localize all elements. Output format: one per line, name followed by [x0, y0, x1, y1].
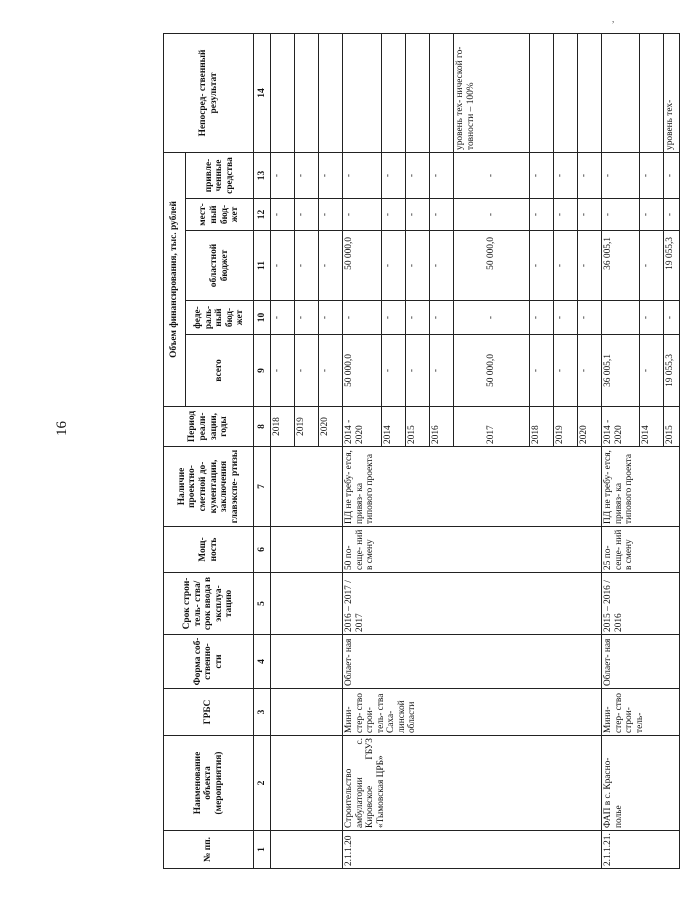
result-cell: [578, 33, 602, 152]
project-grbs: Мини- стер- ство строи- тель-: [602, 689, 680, 736]
cont-docs-cell: [271, 447, 343, 527]
local-cell: -: [454, 199, 530, 231]
regional-cell: -: [530, 231, 554, 301]
total-cell: -: [554, 335, 578, 407]
regional-cell: -: [295, 231, 319, 301]
local-cell: -: [295, 199, 319, 231]
period-cell: 2016: [430, 407, 454, 447]
total-cell: 36 005,1: [602, 335, 640, 407]
total-cell: -: [319, 335, 343, 407]
col-number: 6: [254, 527, 271, 573]
header-period: Период реали- зации, годы: [164, 407, 254, 447]
result-cell: уровень тех-: [664, 33, 680, 152]
period-cell: 2020: [319, 407, 343, 447]
extra-cell: -: [430, 152, 454, 198]
result-cell: [319, 33, 343, 152]
extra-cell: -: [664, 152, 680, 198]
period-cell: 2018: [271, 407, 295, 447]
extra-cell: -: [530, 152, 554, 198]
extra-cell: -: [454, 152, 530, 198]
col-number: 3: [254, 689, 271, 736]
total-cell: 19 055,3: [664, 335, 680, 407]
period-cell: 2020: [578, 407, 602, 447]
period-cell: 2014: [640, 407, 664, 447]
total-cell: -: [271, 335, 295, 407]
cont-name-cell: [271, 736, 343, 831]
period-cell: 2015: [406, 407, 430, 447]
header-total: всего: [186, 335, 254, 407]
col-number: 12: [254, 199, 271, 231]
project-docs: ПД не требу- ется, привяз- ка типового проекта: [343, 447, 602, 527]
header-capacity: Мощ- ность: [164, 527, 254, 573]
local-cell: -: [271, 199, 295, 231]
cont-term-cell: [271, 573, 343, 635]
cont-no-cell: [271, 831, 343, 869]
regional-cell: -: [578, 231, 602, 301]
regional-cell: -: [271, 231, 295, 301]
header-term: Срок строи- тель- ства/срок ввода в эксплуа- тацию: [164, 573, 254, 635]
federal-cell: -: [578, 301, 602, 335]
financing-table: [163, 33, 680, 869]
col-number: 1: [254, 831, 271, 869]
extra-cell: -: [640, 152, 664, 198]
project-name: Строительство амбулатории с. Кировское ГБУЗ «Тымовская ЦРБ»: [343, 736, 602, 831]
period-cell: 2014 - 2020: [602, 407, 640, 447]
table-row: [271, 33, 295, 868]
result-cell: [343, 33, 382, 152]
page-number: 16: [54, 421, 70, 436]
regional-cell: 50 000,0: [454, 231, 530, 301]
extra-cell: -: [271, 152, 295, 198]
period-cell: 2015: [664, 407, 680, 447]
total-cell: -: [406, 335, 430, 407]
extra-cell: -: [343, 152, 382, 198]
table-row: [343, 33, 382, 868]
result-cell: [382, 33, 406, 152]
scan-mark: ,: [612, 14, 615, 24]
local-cell: -: [382, 199, 406, 231]
col-number: 13: [254, 152, 271, 198]
result-cell: уровень тех- нической го- товности – 100%: [454, 33, 530, 152]
period-cell: 2018: [530, 407, 554, 447]
regional-cell: -: [554, 231, 578, 301]
regional-cell: 19 055,3: [664, 231, 680, 301]
local-cell: -: [602, 199, 640, 231]
extra-cell: -: [578, 152, 602, 198]
federal-cell: -: [295, 301, 319, 335]
header-grbs: ГРБС: [164, 689, 254, 736]
col-number: 2: [254, 736, 271, 831]
period-cell: 2019: [554, 407, 578, 447]
project-number: 2.1.1.20: [343, 831, 602, 869]
result-cell: [295, 33, 319, 152]
regional-cell: -: [430, 231, 454, 301]
local-cell: -: [430, 199, 454, 231]
table-row: [602, 33, 640, 868]
period-cell: 2014 - 2020: [343, 407, 382, 447]
local-cell: -: [319, 199, 343, 231]
col-number: 14: [254, 33, 271, 152]
local-cell: -: [664, 199, 680, 231]
col-number: 4: [254, 635, 271, 689]
col-number: 8: [254, 407, 271, 447]
header-row-top: [164, 33, 186, 868]
result-cell: [430, 33, 454, 152]
local-cell: -: [640, 199, 664, 231]
federal-cell: -: [319, 301, 343, 335]
regional-cell: -: [406, 231, 430, 301]
total-cell: 50 000,0: [343, 335, 382, 407]
header-name: Наименование объекта (мероприятия): [164, 736, 254, 831]
project-term: 2016 – 2017 / 2017: [343, 573, 602, 635]
local-cell: -: [406, 199, 430, 231]
local-cell: -: [530, 199, 554, 231]
header-no: № пп.: [164, 831, 254, 869]
total-cell: -: [382, 335, 406, 407]
period-cell: 2019: [295, 407, 319, 447]
cont-capacity-cell: [271, 527, 343, 573]
header-funding: Объем финансирования, тыс. рублей: [164, 152, 186, 406]
extra-cell: -: [382, 152, 406, 198]
project-docs: ПД не требу- ется, привяз- ка типового проекта: [602, 447, 680, 527]
header-docs: Наличие проектно- сметной до- кументации, заключения главэкспе- ртизы: [164, 447, 254, 527]
project-capacity: 50 по- сеще- ний в смену: [343, 527, 602, 573]
total-cell: -: [430, 335, 454, 407]
result-cell: [554, 33, 578, 152]
result-cell: [406, 33, 430, 152]
col-number: 7: [254, 447, 271, 527]
period-cell: 2014: [382, 407, 406, 447]
federal-cell: -: [530, 301, 554, 335]
total-cell: -: [578, 335, 602, 407]
project-number: 2.1.1.21.: [602, 831, 680, 869]
result-cell: [640, 33, 664, 152]
federal-cell: -: [406, 301, 430, 335]
extra-cell: -: [554, 152, 578, 198]
total-cell: -: [295, 335, 319, 407]
result-cell: [530, 33, 554, 152]
result-cell: [602, 33, 640, 152]
header-regional: областной бюджет: [186, 231, 254, 301]
col-number: 10: [254, 301, 271, 335]
federal-cell: -: [343, 301, 382, 335]
period-cell: 2017: [454, 407, 530, 447]
project-grbs: Мини- стер- ство строи- тель- ства Саха- линской области: [343, 689, 602, 736]
project-ownership: Облает- ная: [343, 635, 602, 689]
regional-cell: 50 000,0: [343, 231, 382, 301]
cont-ownership-cell: [271, 635, 343, 689]
project-capacity: 25 по- сеще- ний в смену: [602, 527, 680, 573]
federal-cell: -: [640, 301, 664, 335]
extra-cell: -: [319, 152, 343, 198]
federal-cell: -: [664, 301, 680, 335]
federal-cell: -: [554, 301, 578, 335]
federal-cell: -: [430, 301, 454, 335]
extra-cell: -: [406, 152, 430, 198]
extra-cell: -: [602, 152, 640, 198]
local-cell: -: [578, 199, 602, 231]
total-cell: -: [530, 335, 554, 407]
project-name: ФАП в с. Красно- полье: [602, 736, 680, 831]
col-number: 5: [254, 573, 271, 635]
project-ownership: Облает- ная: [602, 635, 680, 689]
extra-cell: -: [295, 152, 319, 198]
column-number-row: [254, 33, 271, 868]
cont-grbs-cell: [271, 689, 343, 736]
federal-cell: -: [382, 301, 406, 335]
header-federal: феде- раль- ный бюд- жет: [186, 301, 254, 335]
col-number: 9: [254, 335, 271, 407]
local-cell: -: [343, 199, 382, 231]
project-term: 2015 – 2016 / 2016: [602, 573, 680, 635]
regional-cell: -: [640, 231, 664, 301]
header-ownership: Форма соб- ственно- сти: [164, 635, 254, 689]
federal-cell: -: [454, 301, 530, 335]
federal-cell: -: [271, 301, 295, 335]
col-number: 11: [254, 231, 271, 301]
result-cell: [271, 33, 295, 152]
total-cell: 50 000,0: [454, 335, 530, 407]
header-extra: привле- ченные средства: [186, 152, 254, 198]
header-local: мест- ный бюд- жет: [186, 199, 254, 231]
local-cell: -: [554, 199, 578, 231]
regional-cell: -: [319, 231, 343, 301]
total-cell: -: [640, 335, 664, 407]
regional-cell: 36 005,1: [602, 231, 640, 301]
header-result: Непосред- ственный результат: [164, 33, 254, 152]
regional-cell: -: [382, 231, 406, 301]
rotated-table-container: [163, 34, 675, 869]
federal-cell: [602, 301, 640, 335]
